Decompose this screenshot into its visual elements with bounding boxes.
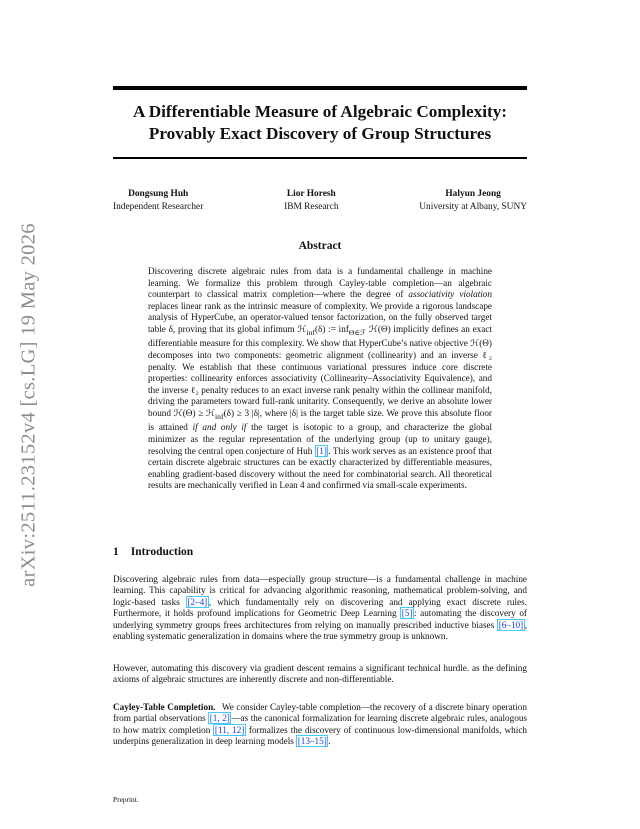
arxiv-identifier: arXiv:2511.23152v4 [cs.LG] 19 May 2026 <box>17 223 40 587</box>
abstract-text: replaces linear rank as the intrinsic measure of complexity. We provide a rigorous landscape analysis of HyperCube, an operator-valued tensor factorization, on the fully observed target table δ, proving that its global infimum ℋ <box>148 300 492 334</box>
abstract-emphasis: associativity violation <box>408 289 492 300</box>
page-footer: Preprint. <box>113 795 139 804</box>
paragraph-text: We consider Cayley-table completion—the recovery of a discrete binary operation from partial observations <box>113 702 527 724</box>
author-2 <box>284 188 338 213</box>
author-1 <box>113 188 203 213</box>
math-subscript: inf <box>215 411 224 421</box>
author-name: Halyun Jeong <box>445 189 501 199</box>
section-number: 1 <box>113 546 119 558</box>
author-name: Dongsung Huh <box>128 189 189 199</box>
abstract-emphasis: if and only if <box>192 422 247 433</box>
citation-link[interactable]: [5] <box>401 608 413 619</box>
paragraph <box>113 574 527 642</box>
paragraph-text: formalizes the discovery of continuous low-dimensional manifolds, which underpins generalization in deep learning models <box>113 724 528 747</box>
author-affiliation: University at Albany, SUNY <box>419 201 527 212</box>
math-subscript: inf <box>306 327 315 337</box>
abstract-heading: Abstract <box>298 240 342 252</box>
citation-link[interactable]: [6–10] <box>498 619 524 630</box>
arxiv-sidebar-stamp <box>14 190 44 620</box>
abstract-text: (δ) ≥ 3 |δ|, where |δ| is the target table size. We prove this absolute floor is attained <box>148 407 492 433</box>
paragraph-text: : automating the discovery of underlying symmetry groups frees architectures from relying on manually prescribed inductive biases <box>113 608 527 630</box>
title-line-1: A Differentiable Measure of Algebraic Complexity: <box>132 102 508 121</box>
citation-link[interactable]: [13–15] <box>297 736 327 747</box>
paper-title <box>100 101 540 145</box>
author-name: Lior Horesh <box>286 189 336 199</box>
paragraph-text: , enabling systematic generalization in domains where the true symmetry group is unknown. <box>113 619 527 642</box>
abstract-text: (δ) := inf <box>314 323 349 334</box>
math-subscript: Θ∈ℱ <box>348 327 367 337</box>
paragraph-text: —as the canonical formalization for learning discrete algebraic rules, analogous to how matrix completion <box>113 713 527 735</box>
paragraph: However, automating this discovery via gradient descent remains a significant technical hurdle. as the defining axioms of algebraic structures are inherently discrete and non-differentiable. <box>113 663 527 685</box>
paragraph <box>113 702 527 748</box>
author-block <box>113 188 527 213</box>
title-rule-bottom <box>113 157 527 159</box>
section-heading <box>113 546 193 558</box>
paragraph-text: , which fundamentally rely on discovering and applying exact discrete rules. Furthermore, it holds profound implications for Geometric Deep Learning <box>113 596 527 619</box>
abstract-text: . This work serves as an existence proof that certain discrete algebraic structures can be exactly characterized by differentiable measures, enabling gradient-based discovery without the need for combinatorial search. All theoretical results are mechanically verified in Lean 4 and confirmed via small-scale experiments. <box>148 445 492 491</box>
paragraph-text: Discovering algebraic rules from data—especially group structure—is a fundamental challenge in machine learning. This capability is critical for advancing algorithmic reasoning, mathematical problem-solving, and logic-based tasks <box>113 574 527 607</box>
title-line-2: Provably Exact Discovery of Group Structures <box>148 124 492 143</box>
abstract-text: ℋ(Θ) implicitly defines an exact differentiable measure for this complexity. We show that HyperCube’s native objective ℋ(Θ) decomposes into two components: geometric alignment (collinearity) and an inverse ℓ₂ penalty. We establish that these continuous variational pressures induce core discrete properties: collinearity enforces associativity (Collinearity–Associativity Equivalence), and the inverse ℓ₂ penalty reduces to an exact inverse rank penalty within the collinear manifold, driving the parameters toward full-rank unitarity. Consequently, we derive an absolute lower bound ℋ(Θ) ≥ ℋ <box>148 323 492 418</box>
author-affiliation: IBM Research <box>284 201 339 212</box>
citation-link[interactable]: [2–4] <box>187 596 208 607</box>
abstract-text: Discovering discrete algebraic rules from data is a fundamental challenge in machine learning. We formalize this problem through Cayley-table completion—an algebraic counterpart to classical matrix completion—where the degree of <box>148 266 492 300</box>
abstract-text: the target is isotopic to a group, and characterize the global minimizer as the regular representation of the underlying group (up to unitary gauge), resolving the central open conjecture of Huh <box>148 422 492 456</box>
abstract-body <box>148 266 492 492</box>
citation-link[interactable]: [11, 12] <box>214 724 245 735</box>
author-3 <box>419 188 527 213</box>
author-affiliation: Independent Researcher <box>113 201 204 212</box>
paragraph-text: . <box>328 736 331 747</box>
citation-link[interactable]: [1] <box>316 445 327 456</box>
section-title: Introduction <box>130 546 194 558</box>
title-rule-top <box>113 86 527 90</box>
paragraph-lead: Cayley-Table Completion. <box>113 702 216 712</box>
citation-link[interactable]: [1, 2] <box>209 713 230 724</box>
